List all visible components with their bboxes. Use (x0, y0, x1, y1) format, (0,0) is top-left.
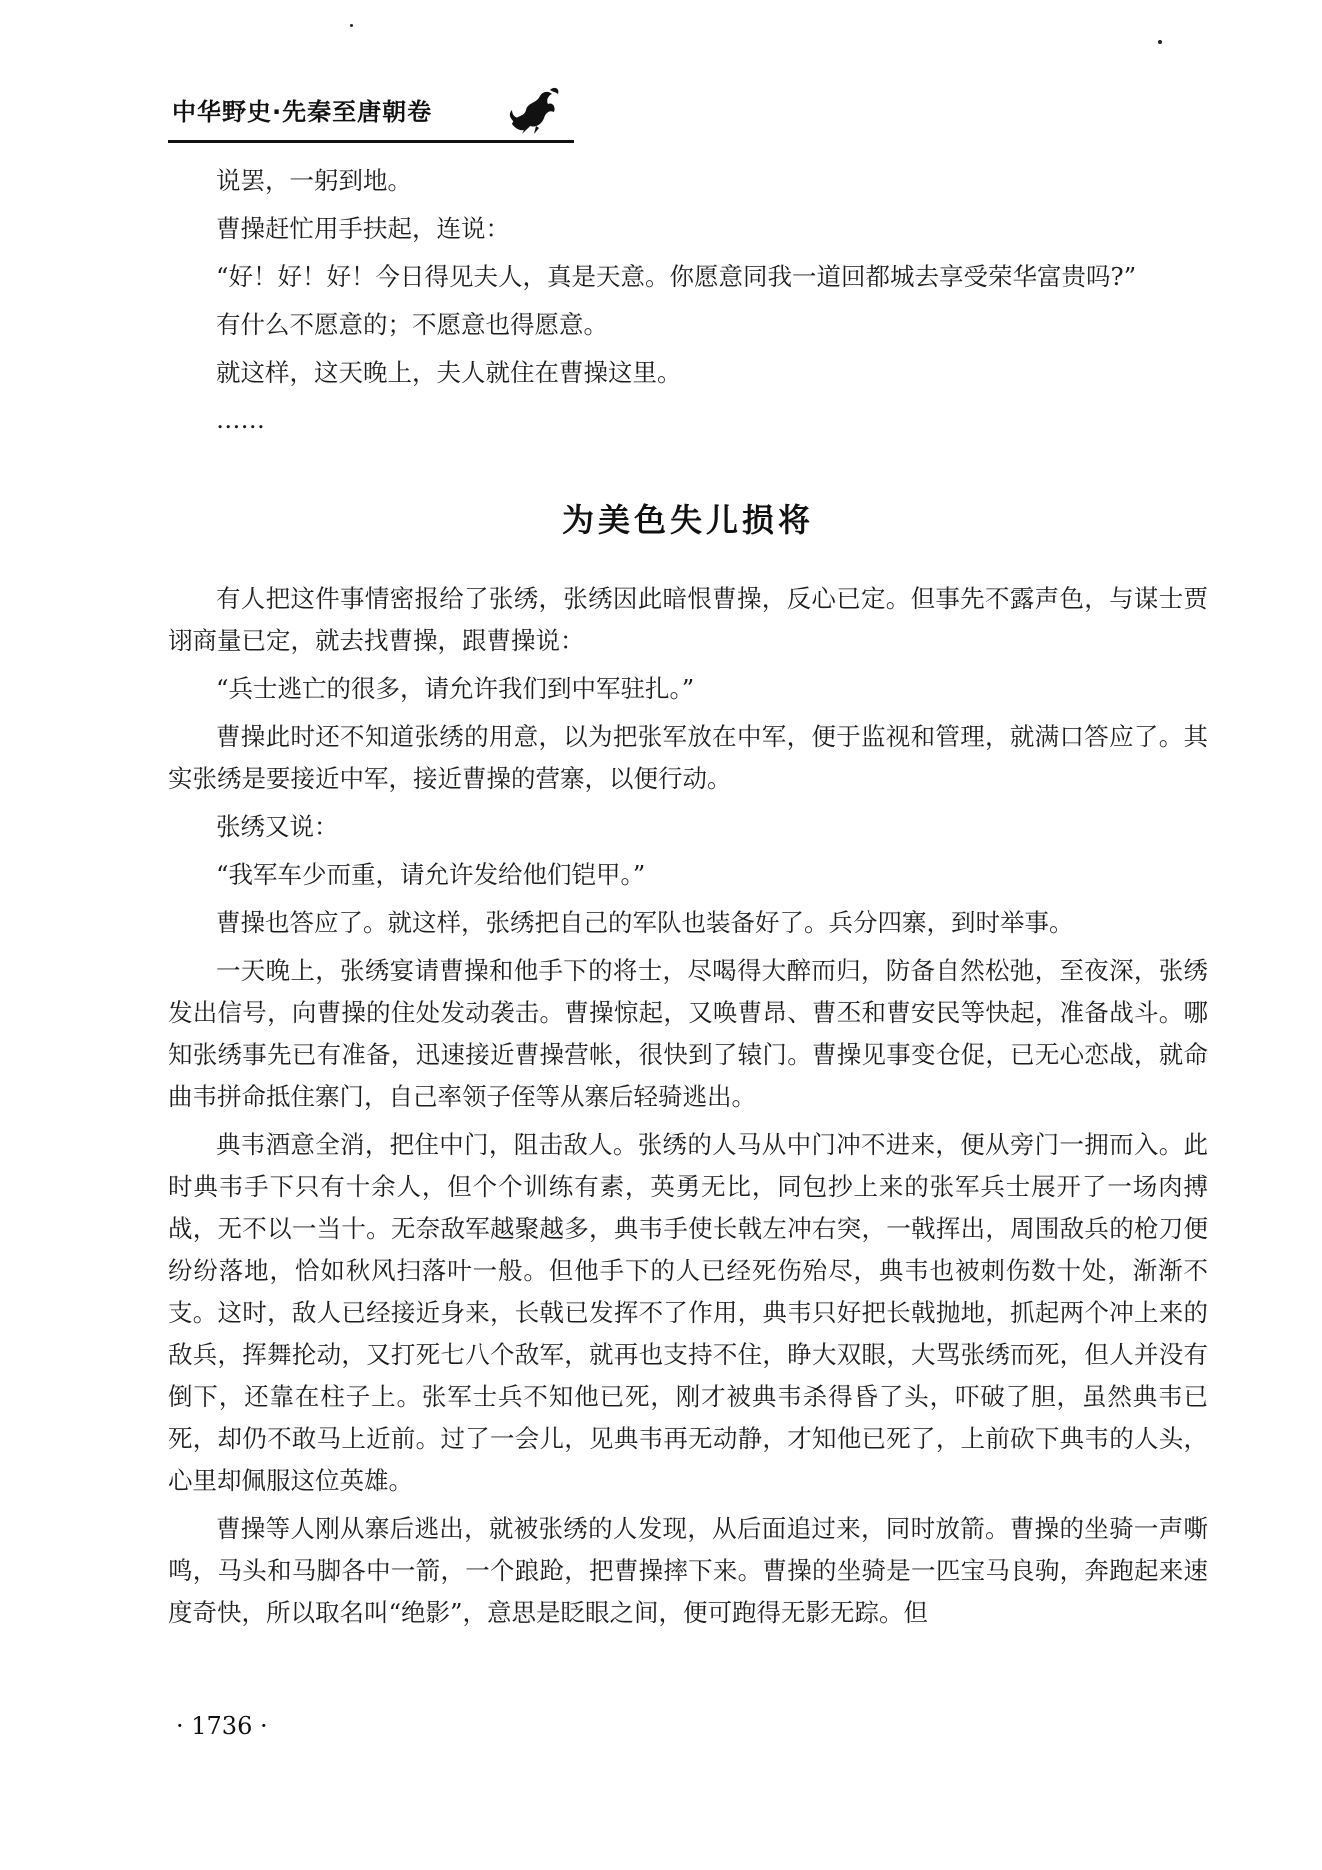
paragraph: 曹操等人刚从寨后逃出，就被张绣的人发现，从后面追过来，同时放箭。曹操的坐骑一声嘶鸣，马头和马脚各中一箭，一个踉跄，把曹操摔下来。曹操的坐骑是一匹宝马良驹，奔跑起来速度奇快，所以取名叫“绝影”，意思是眨眼之间，便可跑得无影无踪。但 (168, 1514, 1208, 1627)
page-number: · 1736 · (176, 1712, 268, 1740)
paragraph: 典韦酒意全消，把住中门，阻击敌人。张绣的人马从中门冲不进来，便从旁门一拥而入。此时典韦手下只有十余人，但个个训练有素，英勇无比，同包抄上来的张军兵士展开了一场肉搏战，无不以一当十。无奈敌军越聚越多，典韦手使长戟左冲右突，一戟挥出，周围敌兵的枪刀便纷纷落地，恰如秋风扫落叶一般。但他手下的人已经死伤殆尽，典韦也被刺伤数十处，渐渐不支。这时，敌人已经接近身来，长戟已发挥不了作用，典韦只好把长戟抛地，抓起两个冲上来的敌兵，挥舞抡动，又打死七八个敌军，就再也支持不住，睁大双眼，大骂张绣而死，但人并没有倒下，还靠在柱子上。张军士兵不知他已死，刚才被典韦杀得昏了头，吓破了胆，虽然典韦已死，却仍不敢马上近前。过了一会儿，见典韦再无动静，才知他已死了，上前砍下典韦的人头，心里却佩服这位英雄。 (168, 1130, 1208, 1495)
paragraph: 曹操此时还不知道张绣的用意，以为把张军放在中军，便于监视和管理，就满口答应了。其实张绣是要接近中军，接近曹操的营寨，以便行动。 (168, 722, 1208, 793)
paragraph: 张绣又说： (216, 812, 339, 841)
paragraph: 说罢，一躬到地。 (216, 166, 412, 195)
dragon-emblem-icon (506, 84, 562, 136)
header-rule (168, 140, 574, 143)
scan-speck (1158, 40, 1162, 44)
paragraph: 有什么不愿意的；不愿意也得愿意。 (216, 310, 608, 339)
scan-speck (350, 24, 353, 27)
ellipsis: …… (216, 405, 265, 434)
paragraph: 曹操也答应了。就这样，张绣把自己的军队也装备好了。兵分四寨，到时举事。 (216, 908, 1074, 937)
paragraph: 有人把这件事情密报给了张绣，张绣因此暗恨曹操，反心已定。但事先不露声色，与谋士贾诩商量已定，就去找曹操，跟曹操说： (168, 584, 1208, 655)
paragraph: “兵士逃亡的很多，请允许我们到中军驻扎。” (216, 674, 695, 703)
header-title: 中华野史·先秦至唐朝卷 (172, 98, 433, 126)
paragraph: “我军车少而重，请允许发给他们铠甲。” (216, 860, 646, 889)
paragraph: 就这样，这天晚上，夫人就住在曹操这里。 (216, 358, 682, 387)
paragraph: 曹操赶忙用手扶起，连说： (216, 214, 510, 243)
section-title: 为美色失儿损将 (561, 501, 814, 539)
paragraph: 一天晚上，张绣宴请曹操和他手下的将士，尽喝得大醉而归，防备自然松弛，至夜深，张绣发出信号，向曹操的住处发动袭击。曹操惊起，又唤曹昂、曹丕和曹安民等快起，准备战斗。哪知张绣事先已有准备，迅速接近曹操营帐，很快到了辕门。曹操见事变仓促，已无心恋战，就命曲韦拼命抵住寨门，自己率领子侄等从寨后轻骑逃出。 (168, 956, 1208, 1111)
running-header (168, 80, 574, 150)
paragraph: “好！好！好！今日得见夫人，真是天意。你愿意同我一道回都城去享受荣华富贵吗?” (216, 262, 1137, 291)
page-body (168, 160, 1208, 1634)
